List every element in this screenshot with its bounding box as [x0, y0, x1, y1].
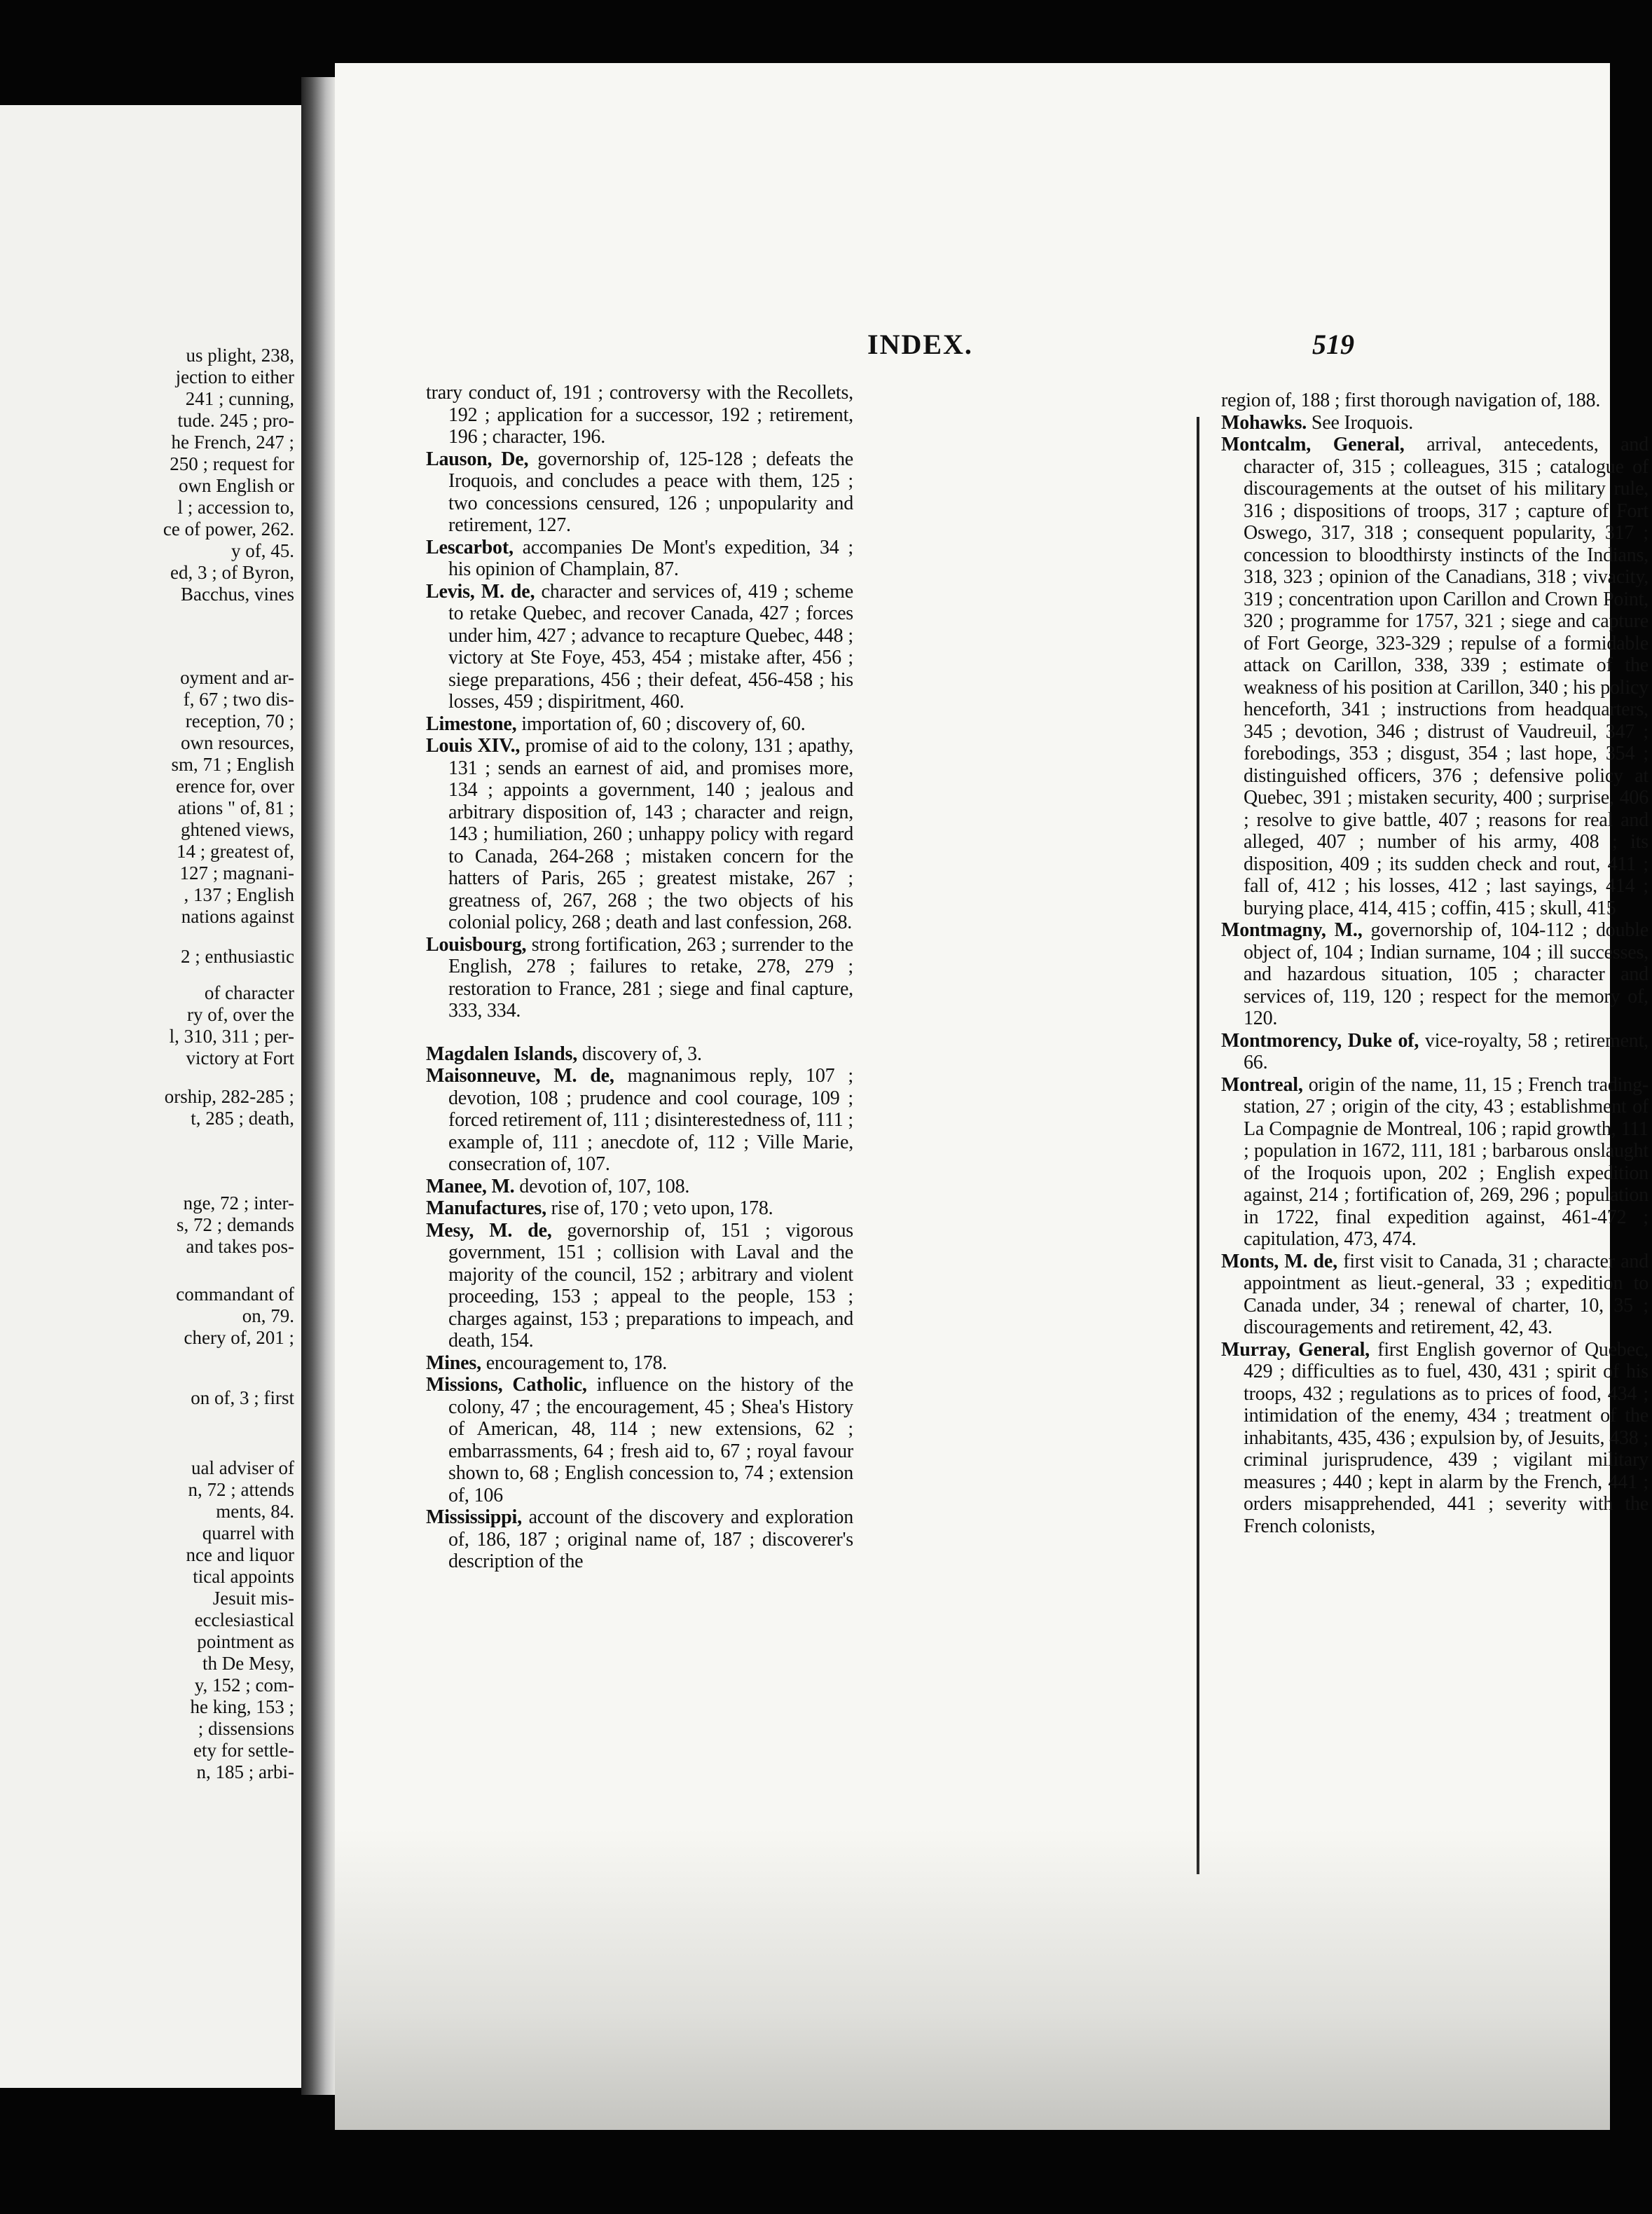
- index-text: See Iroquois.: [1307, 411, 1414, 434]
- left-fragment-line: reception, 70 ;: [185, 710, 294, 731]
- index-heading: Louisbourg,: [426, 933, 527, 956]
- left-fragment-line: he French, 247 ;: [171, 432, 294, 453]
- index-heading: Maisonneuve, M. de,: [426, 1065, 614, 1087]
- page-header: [335, 328, 1610, 377]
- index-column-right: [1221, 390, 1648, 1537]
- index-heading: Montmorency, Duke of,: [1221, 1029, 1419, 1052]
- index-text: strong fortification, 263 ; surrender to the English, 278 ; failures to retake, 278, 279 ; restoration to France, 281 ; siege and final capture, 333, 334.: [448, 933, 853, 1022]
- left-fragment-line: orship, 282-285 ;: [164, 1086, 294, 1107]
- left-text-block-7: [0, 1284, 294, 1349]
- index-heading: Monts, M. de,: [1221, 1250, 1337, 1272]
- left-fragment-line: ce of power, 262.: [163, 518, 294, 539]
- left-fragment-line: erence for, over: [175, 776, 294, 797]
- index-text: magnanimous reply, 107 ; devotion, 108 ; prudence and cool courage, 109 ; forced retirement of, 111 ; disinterestedness of, 111 ; example of, 111 ; anecdote of, 112 ; Ville Marie, consecration of, 107.: [448, 1065, 853, 1175]
- index-entry: [1221, 434, 1648, 919]
- index-entry: [426, 382, 853, 448]
- left-fragment-line: nge, 72 ; inter-: [183, 1192, 294, 1213]
- index-entry: [426, 1506, 853, 1573]
- left-fragment-line: , 137 ; English: [184, 884, 294, 905]
- index-entry: [1221, 1251, 1648, 1339]
- left-fragment-line: oyment and ar-: [180, 667, 294, 688]
- index-text: governorship of, 104-112 ; double object of, 104 ; Indian surname, 104 ; ill successes, and hazardous situation, 105 ; character and services of, 119, 120 ; respect for the memory of, 120.: [1244, 919, 1648, 1029]
- left-fragment-line: he king, 153 ;: [190, 1696, 294, 1717]
- index-heading: Mohawks.: [1221, 411, 1307, 434]
- left-fragment-line: nations against: [181, 906, 294, 927]
- index-text: promise of aid to the colony, 131 ; apathy, 131 ; sends an earnest of aid, and promises more, 134 ; appoints a government, 140 ; jealous and arbitrary disposition of, 143 ; character and reign, 143 ; humiliation, 260 ; unhappy policy with regard to Canada, 264-268 ; mistaken concern for the hatters of Paris, 265 ; greatest mistake, 267 ; greatness of, 267, 268 ; the two objects of his colonial policy, 268 ; death and last confession, 268.: [448, 735, 853, 933]
- left-text-block-1: [0, 345, 294, 605]
- column-divider: [1197, 417, 1199, 1874]
- left-fragment-line: ry of, over the: [187, 1004, 294, 1025]
- index-text: origin of the name, 11, 15 ; French trading-station, 27 ; origin of the city, 43 ; establishment of La Compagnie de Montreal, 106 ; rapid growth, 111 ; population in 1672, 111, 181 ; barbarous onslaught of the Iroquois upon, 202 ; English expedition against, 214 ; fortification of, 269, 296 ; population in 1722, final expedition against, 461-472 ; capitulation, 473, 474.: [1244, 1073, 1648, 1250]
- left-text-block-6: [0, 1192, 294, 1258]
- left-fragment-line: th De Mesy,: [202, 1653, 294, 1674]
- left-fragment-line: on of, 3 ; first: [191, 1387, 294, 1408]
- index-text: importation of, 60 ; discovery of, 60.: [516, 713, 806, 735]
- left-fragment-line: commandant of: [176, 1284, 294, 1305]
- left-fragment-line: sm, 71 ; English: [171, 754, 294, 775]
- index-text: devotion of, 107, 108.: [514, 1175, 690, 1197]
- index-text: first English governor of Quebec, 429 ; difficulties as to fuel, 430, 431 ; spirit of his troops, 432 ; regulations as to prices of food, 434 ; intimidation of the enemy, 434 ; treatment of the inhabitants, 435, 436 ; expulsion by, of Jesuits, 438 ; criminal jurisprudence, 439 ; vigilant military measures ; 440 ; kept in alarm by the French, 441 ; orders misapprehended, 441 ; severity with the French colonists,: [1244, 1338, 1648, 1537]
- left-text-block-5: [0, 1086, 294, 1129]
- index-entry: [426, 1352, 853, 1375]
- index-heading: Montcalm, General,: [1221, 434, 1405, 455]
- left-fragment-line: y, 152 ; com-: [194, 1675, 294, 1696]
- index-text: governorship of, 125-128 ; defeats the Iroquois, and concludes a peace with them, 125 ; two concessions censured, 126 ; unpopularity and retirement, 127.: [448, 448, 853, 536]
- index-entry: [426, 1176, 853, 1198]
- left-text-block-4: [0, 982, 294, 1069]
- left-fragment-line: ments, 84.: [216, 1501, 294, 1522]
- left-fragment-line: ; dissensions: [198, 1718, 294, 1739]
- index-entry: [426, 1374, 853, 1506]
- left-fragment-line: us plight, 238,: [186, 345, 294, 366]
- index-entry: [1221, 1074, 1648, 1251]
- left-fragment-line: ed, 3 ; of Byron,: [170, 562, 294, 583]
- index-entry: [426, 735, 853, 934]
- index-entry: [1221, 919, 1648, 1030]
- left-fragment-line: 127 ; magnani-: [179, 862, 294, 883]
- index-text: governorship of, 151 ; vigorous government, 151 ; collision with Laval and the majority of the council, 152 ; arbitrary and violent proceeding, 153 ; appeal to the people, 153 ; charges against, 153 ; preparations to impeach, and death, 154.: [448, 1219, 853, 1352]
- left-fragment-line: own English or: [179, 475, 294, 496]
- index-entry: [426, 934, 853, 1022]
- index-text: vice-royalty, 58 ; retirement, 66.: [1244, 1029, 1648, 1073]
- index-heading: Magdalen Islands,: [426, 1043, 577, 1065]
- left-fragment-line: nce and liquor: [186, 1544, 294, 1565]
- index-heading: Murray, General,: [1221, 1338, 1370, 1361]
- left-fragment-line: 241 ; cunning,: [185, 388, 294, 409]
- index-entry: [426, 1197, 853, 1220]
- left-fragment-line: and takes pos-: [186, 1236, 294, 1257]
- page-number: 519: [1312, 329, 1354, 360]
- index-text: rise of, 170 ; veto upon, 178.: [546, 1197, 773, 1219]
- index-entry: [426, 448, 853, 537]
- left-fragment-line: n, 185 ; arbi-: [196, 1761, 294, 1782]
- index-text: discovery of, 3.: [577, 1043, 702, 1065]
- left-fragment-line: n, 72 ; attends: [188, 1479, 294, 1500]
- index-heading: Mesy, M. de,: [426, 1219, 552, 1242]
- index-column-left: [426, 382, 853, 1573]
- right-page: [335, 63, 1648, 2130]
- index-text: arrival, antecedents, and character of, 315 ; colleagues, 315 ; catalogue of discouragements at the outset of his military rule, 316 ; dispositions of troops, 317 ; capture of Fort Oswego, 317, 318 ; consequent popularity, 317 ; concession to bloodthirsty instincts of the Indians, 318, 323 ; opinion of the Canadians, 318 ; vivacity, 319 ; concentration upon Carillon and Crown Point, 320 ; programme for 1757, 321 ; siege and capture of Fort George, 323-329 ; repulse of a formidable attack on Carillon, 338, 339 ; estimate of the weakness of his position at Carillon, 340 ; his policy henceforth, 341 ; instructions from headquarters, 345 ; devotion, 346 ; distrust of Vaudreuil, 347 ; forebodings, 353 ; disgust, 354 ; last hope, 354 ; distinguished officers, 376 ; defensive policy at Quebec, 391 ; mistaken security, 400 ; surprise, 406 ; resolve to give battle, 407 ; reasons for real and alleged, 407 ; number of his army, 408 ; its disposition, 409 ; its sudden check and rout, 411 ; fall of, 412 ; his losses, 412 ; last sayings, 414 ; burying place, 414, 415 ; coffin, 415 ; skull, 415: [1244, 434, 1648, 919]
- left-fragment-line: ations " of, 81 ;: [177, 797, 294, 818]
- left-text-block-3: [0, 946, 294, 968]
- index-heading: Manufactures,: [426, 1197, 546, 1219]
- left-fragment-line: f, 67 ; two dis-: [183, 689, 294, 710]
- left-text-block-2: [0, 667, 294, 928]
- left-text-block-9: [0, 1457, 294, 1783]
- index-text: influence on the history of the colony, 47 ; the encouragement, 45 ; Shea's History of American, 48, 114 ; new extensions, 62 ; embarrassments, 64 ; fresh aid to, 67 ; royal favour shown to, 68 ; English concession to, 74 ; extension of, 106: [448, 1374, 853, 1506]
- index-entry: [426, 581, 853, 713]
- left-fragment-line: tude. 245 ; pro-: [177, 410, 294, 431]
- index-heading: Mines,: [426, 1352, 481, 1374]
- index-text: accompanies De Mont's expedition, 34 ; his opinion of Champlain, 87.: [448, 536, 853, 580]
- left-fragment-line: chery of, 201 ;: [184, 1327, 294, 1348]
- index-heading: Manee, M.: [426, 1175, 515, 1197]
- left-fragment-line: ghtened views,: [181, 819, 294, 840]
- left-fragment-line: 250 ; request for: [170, 453, 294, 474]
- left-fragment-line: t, 285 ; death,: [191, 1108, 294, 1129]
- index-text: trary conduct of, 191 ; controversy with the Recollets, 192 ; application for a successor, 192 ; retirement, 196 ; character, 196.: [426, 382, 853, 448]
- left-fragment-line: quarrel with: [202, 1522, 294, 1543]
- left-fragment-line: ety for settle-: [193, 1740, 294, 1761]
- left-fragment-line: on, 79.: [242, 1305, 294, 1326]
- left-fragment-line: y of, 45.: [231, 540, 294, 561]
- left-fragment-line: l ; accession to,: [177, 497, 294, 518]
- left-fragment-line: ecclesiastical: [194, 1609, 294, 1630]
- left-fragment-line: own resources,: [181, 732, 294, 753]
- left-fragment-line: pointment as: [197, 1631, 294, 1652]
- page-title: INDEX.: [867, 329, 973, 360]
- index-heading: Missions, Catholic,: [426, 1374, 587, 1396]
- left-fragment-line: of character: [204, 982, 294, 1003]
- index-heading: Montmagny, M.,: [1221, 919, 1363, 941]
- index-entry: [426, 1220, 853, 1352]
- left-fragment-line: l, 310, 311 ; per-: [169, 1026, 294, 1047]
- left-fragment-line: Bacchus, vines: [181, 584, 294, 605]
- left-fragment-line: ual adviser of: [191, 1457, 294, 1478]
- index-heading: Mississippi,: [426, 1506, 522, 1528]
- index-text: encouragement to, 178.: [481, 1352, 668, 1374]
- index-entry: [1221, 390, 1648, 412]
- index-heading: Lauson, De,: [426, 448, 529, 470]
- index-text: account of the discovery and exploration of, 186, 187 ; original name of, 187 ; discoverer's description of the: [448, 1506, 853, 1572]
- left-text-block-8: [0, 1387, 294, 1409]
- index-entry: [426, 1043, 853, 1066]
- entry-gap: [426, 1022, 853, 1043]
- index-heading: Levis, M. de,: [426, 580, 535, 603]
- index-heading: Lescarbot,: [426, 536, 514, 558]
- index-text: first visit to Canada, 31 ; character and appointment as lieut.-general, 33 ; expedition to Canada under, 34 ; renewal of charter, 10, 35 ; discouragements and retirement, 42, 43.: [1244, 1250, 1648, 1338]
- index-entry: [1221, 1339, 1648, 1538]
- left-fragment-line: Jesuit mis-: [212, 1588, 294, 1609]
- left-fragment-line: 2 ; enthusiastic: [181, 946, 294, 967]
- left-fragment-line: 14 ; greatest of,: [177, 841, 294, 862]
- index-entry: [1221, 412, 1648, 434]
- index-text: region of, 188 ; first thorough navigation of, 188.: [1221, 390, 1601, 411]
- index-entry: [426, 537, 853, 581]
- left-page-fragment: [0, 105, 301, 2088]
- index-entry: [1221, 1030, 1648, 1074]
- page-shadow: [335, 1829, 1610, 2130]
- index-heading: Limestone,: [426, 713, 517, 735]
- index-heading: Montreal,: [1221, 1073, 1303, 1096]
- book-gutter: [301, 77, 336, 2095]
- left-fragment-line: jection to either: [175, 366, 294, 387]
- left-fragment-line: tical appoints: [193, 1566, 294, 1587]
- index-text: character and services of, 419 ; scheme to retake Quebec, and recover Canada, 427 ; forces under him, 427 ; advance to recapture Quebec, 448 ; victory at Ste Foye, 453, 454 ; mistake after, 456 ; siege preparations, 456 ; their defeat, 456-458 ; his losses, 459 ; dispiritment, 460.: [448, 580, 853, 713]
- left-fragment-line: s, 72 ; demands: [177, 1214, 294, 1235]
- left-fragment-line: victory at Fort: [186, 1047, 294, 1068]
- index-entry: [426, 713, 853, 736]
- index-heading: Louis XIV.,: [426, 735, 521, 757]
- index-entry: [426, 1065, 853, 1176]
